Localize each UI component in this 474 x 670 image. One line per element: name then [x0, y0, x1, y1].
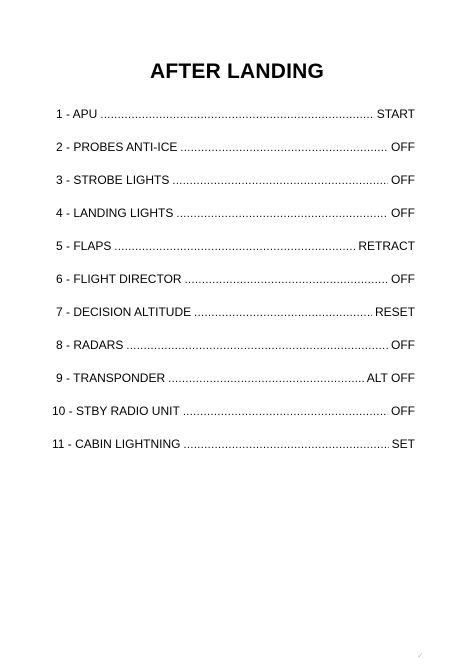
dot-leader [114, 237, 355, 257]
check-mark-icon: ✓ [417, 651, 424, 660]
item-label: 6 - FLIGHT DIRECTOR [56, 272, 182, 286]
item-value: OFF [391, 140, 415, 154]
checklist [52, 104, 415, 467]
item-label: 5 - FLAPS [56, 239, 112, 253]
item-label: 4 - LANDING LIGHTS [56, 206, 174, 220]
dot-leader [168, 369, 364, 389]
checklist-item [56, 368, 415, 401]
item-label: 10 - STBY RADIO UNIT [52, 404, 180, 418]
item-value: ALT OFF [366, 371, 415, 385]
dot-leader [176, 204, 388, 224]
item-value: OFF [391, 206, 415, 220]
item-value: RETRACT [358, 239, 415, 253]
checklist-item [56, 203, 415, 236]
checklist-item [56, 269, 415, 302]
page-title: AFTER LANDING [149, 60, 325, 83]
item-value: OFF [391, 338, 415, 352]
checklist-item [56, 302, 415, 335]
checklist-item [56, 137, 415, 170]
checklist-item [52, 434, 415, 467]
dot-leader [172, 171, 388, 191]
item-label: 11 - CABIN LIGHTNING [52, 437, 181, 451]
checklist-item [52, 401, 415, 434]
dot-leader [126, 336, 388, 356]
item-value: OFF [391, 173, 415, 187]
item-label: 3 - STROBE LIGHTS [56, 173, 170, 187]
item-value: OFF [391, 404, 415, 418]
checklist-item [56, 104, 415, 137]
dot-leader [183, 402, 388, 422]
checklist-item [56, 236, 415, 269]
item-value: OFF [391, 272, 415, 286]
item-label: 1 - APU [56, 107, 98, 121]
item-label: 7 - DECISION ALTITUDE [56, 305, 192, 319]
dot-leader [194, 303, 372, 323]
checklist-item [56, 170, 415, 203]
item-label: 9 - TRANSPONDER [56, 371, 166, 385]
checklist-item [56, 335, 415, 368]
item-label: 8 - RADARS [56, 338, 124, 352]
item-value: RESET [374, 305, 415, 319]
dot-leader [183, 435, 388, 455]
dot-leader [185, 270, 388, 290]
dot-leader [180, 138, 388, 158]
item-value: START [376, 107, 415, 121]
item-value: SET [391, 437, 415, 451]
dot-leader [100, 105, 373, 125]
item-label: 2 - PROBES ANTI-ICE [56, 140, 178, 154]
